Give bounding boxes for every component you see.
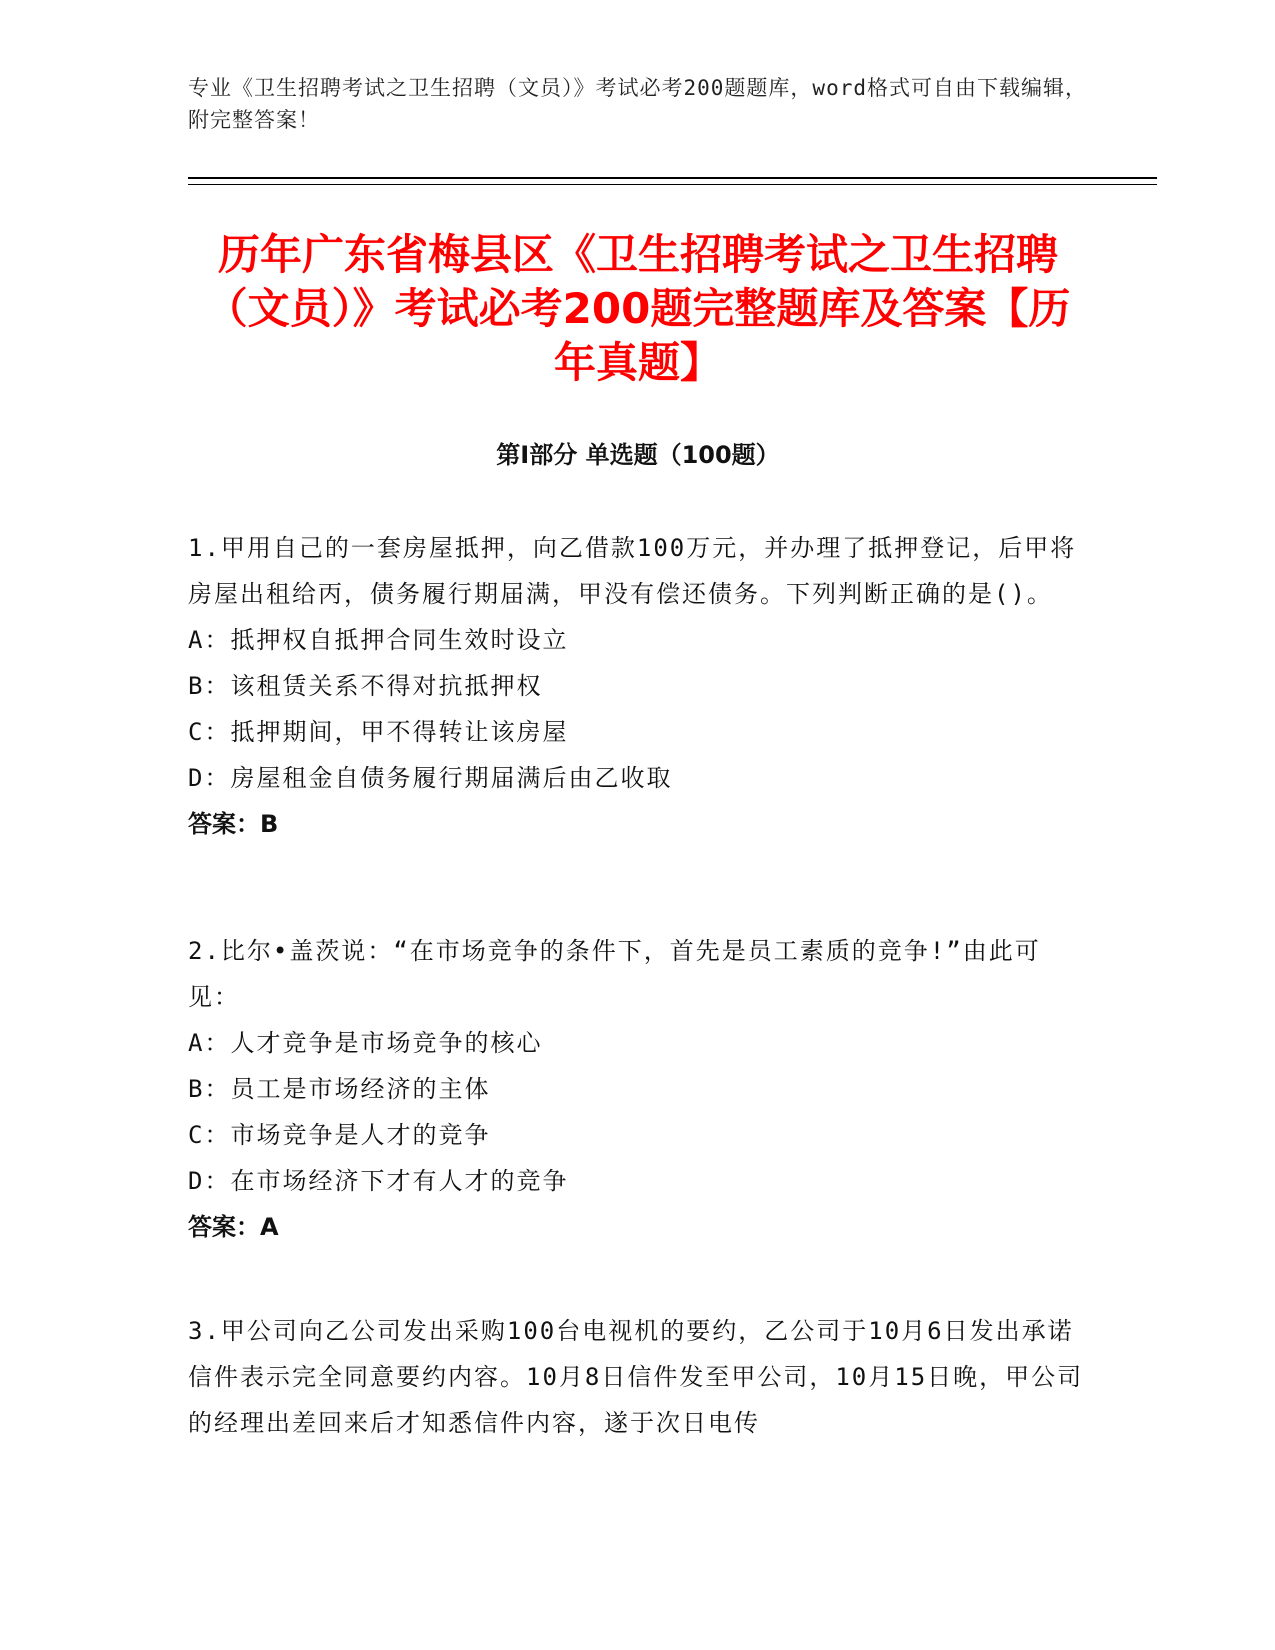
option-d: D：在市场经济下才有人才的竞争 — [188, 1167, 569, 1195]
question-3 — [188, 1308, 1088, 1446]
option-b: B：员工是市场经济的主体 — [188, 1075, 491, 1103]
option-a: A：抵押权自抵押合同生效时设立 — [188, 626, 569, 654]
section-heading: 第I部分 单选题（100题） — [496, 441, 780, 469]
option-b: B：该租赁关系不得对抗抵押权 — [188, 672, 543, 700]
question-stem: 1.甲用自己的一套房屋抵押，向乙借款100万元，并办理了抵押登记，后甲将房屋出租给丙，债务履行期届满，甲没有偿还债务。下列判断正确的是()。 — [188, 534, 1077, 608]
question-1 — [188, 525, 1088, 847]
option-c: C：抵押期间，甲不得转让该房屋 — [188, 718, 569, 746]
header-note: 专业《卫生招聘考试之卫生招聘（文员）》考试必考200题题库，word格式可自由下载编辑，附完整答案！ — [188, 76, 1087, 132]
answer: 答案：B — [188, 810, 279, 838]
document-title: 历年广东省梅县区《卫生招聘考试之卫生招聘（文员）》考试必考200题完整题库及答案【历年真题】 — [205, 230, 1071, 387]
header-divider-thin — [188, 184, 1157, 185]
question-2 — [188, 928, 1088, 1250]
option-a: A：人才竞争是市场竞争的核心 — [188, 1029, 543, 1057]
question-stem: 3.甲公司向乙公司发出采购100台电视机的要约，乙公司于10月6日发出承诺信件表示完全同意要约内容。10月8日信件发至甲公司，10月15日晚，甲公司的经理出差回来后才知悉信件内容，遂于次日电传 — [188, 1317, 1084, 1437]
answer: 答案：A — [188, 1213, 279, 1241]
option-c: C：市场竞争是人才的竞争 — [188, 1121, 491, 1149]
header-divider-thick — [188, 177, 1157, 179]
option-d: D：房屋租金自债务履行期届满后由乙收取 — [188, 764, 673, 792]
question-stem: 2.比尔•盖茨说：“在市场竞争的条件下，首先是员工素质的竞争!”由此可见： — [188, 937, 1041, 1011]
